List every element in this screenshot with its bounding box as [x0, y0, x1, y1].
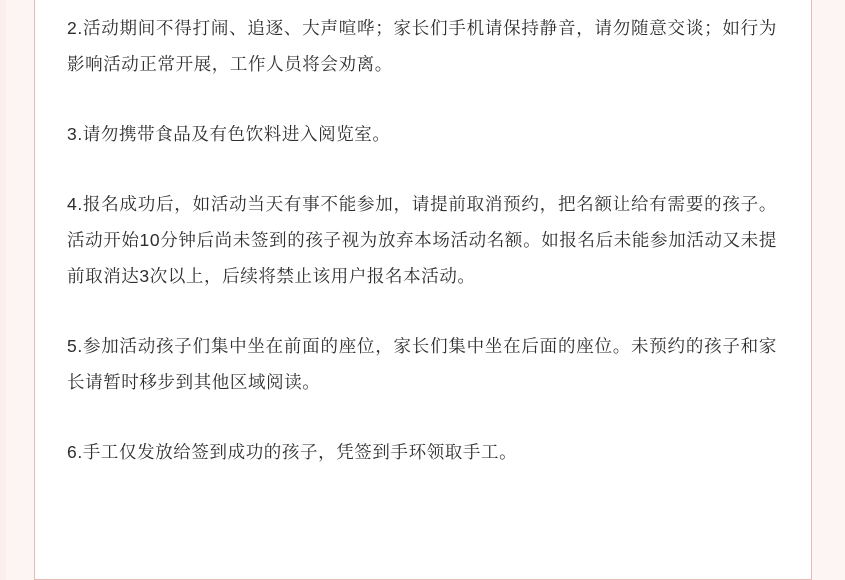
top-spacer [67, 0, 777, 10]
paragraph-spacer [67, 152, 777, 186]
paragraph-spacer [67, 82, 777, 116]
paragraph-rule-5: 5.参加活动孩子们集中坐在前面的座位，家长们集中坐在后面的座位。未预约的孩子和家长请暂时移步到其他区域阅读。 [67, 336, 777, 392]
paragraph-rule-2: 2.活动期间不得打闹、追逐、大声喧哗；家长们手机请保持静音，请勿随意交谈；如行为影响活动正常开展，工作人员将会劝离。 [67, 18, 777, 74]
paragraph-rule-4: 4.报名成功后，如活动当天有事不能参加，请提前取消预约，把名额让给有需要的孩子。活动开始10分钟后尚未签到的孩子视为放弃本场活动名额。如报名后未能参加活动又未提前取消达3次以上，后续将禁止该用户报名本活动。 [67, 194, 777, 286]
document-card [34, 0, 812, 580]
paragraph-spacer [67, 400, 777, 434]
paragraph-spacer [67, 294, 777, 328]
paragraph-rule-3: 3.请勿携带食品及有色饮料进入阅览室。 [67, 124, 391, 144]
paragraph-rule-6: 6.手工仅发放给签到成功的孩子，凭签到手环领取手工。 [67, 442, 518, 462]
document-content [67, 0, 777, 579]
